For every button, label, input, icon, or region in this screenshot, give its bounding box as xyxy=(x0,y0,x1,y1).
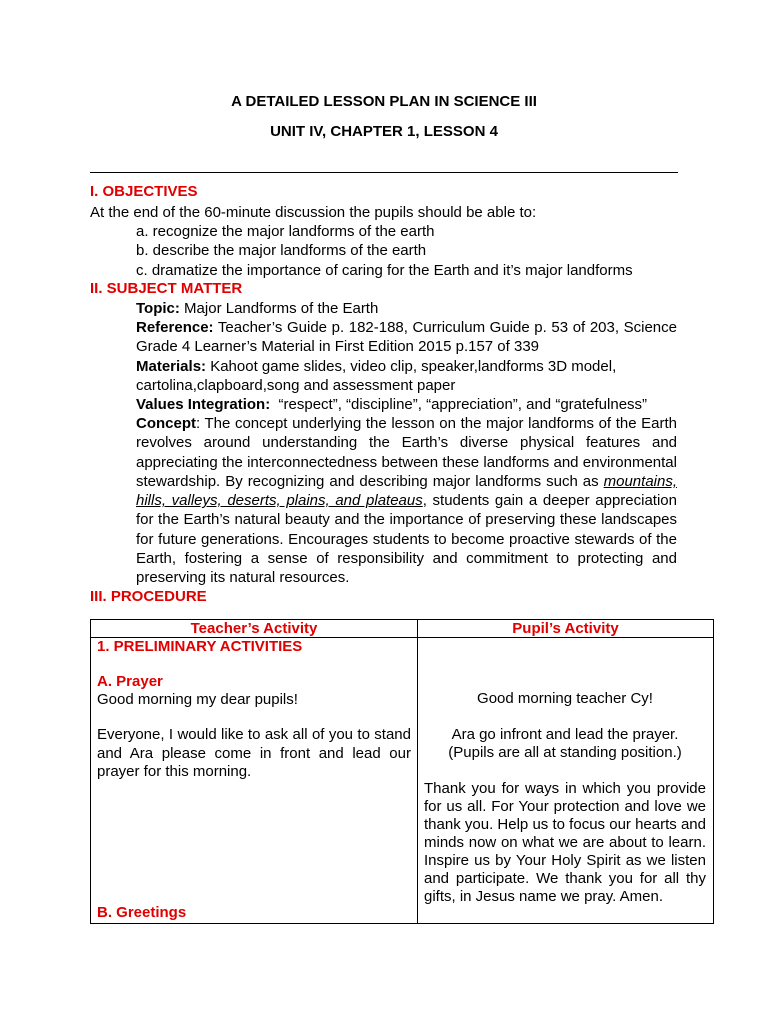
preliminary-activities-heading: 1. PRELIMINARY ACTIVITIES xyxy=(97,638,303,655)
pupil-greeting: Good morning teacher Cy! xyxy=(477,690,653,707)
objectives-heading: I. OBJECTIVES xyxy=(90,183,198,200)
greetings-heading: B. Greetings xyxy=(97,904,187,921)
header-divider xyxy=(90,172,678,173)
pupil-prayer-text: Thank you for ways in which you provide for us all. For Your protection and love we thank you. Help us to focus our hearts and minds now on what we are about to learn. Inspire us by Your Holy Spirit as we listen and participate. We thank you for all thy gifts, in Jesus name we pray. Amen. xyxy=(424,780,706,905)
reference-line xyxy=(136,318,677,357)
prayer-heading: A. Prayer xyxy=(97,673,163,690)
reference-value: Teacher’s Guide p. 182-188, Curriculum Guide p. 53 of 203, Science Grade 4 Learner’s Material in First Edition 2015 p.157 of 339 xyxy=(136,319,677,356)
teacher-activity-cell xyxy=(91,638,418,924)
materials-value: Kahoot game slides, video clip, speaker,landforms 3D model, cartolina,clapboard,song and assessment paper xyxy=(136,358,617,395)
subject-matter-heading: II. SUBJECT MATTER xyxy=(90,280,243,297)
pupil-lead-prayer: Ara go infront and lead the prayer. xyxy=(451,726,679,743)
concept-text-2: , students gain a deeper appreciation for the Earth’s natural beauty and the importance of preserving these landscapes for future generations. Encourages students to become proactive stewards of the Earth, fostering a sense of responsibility and commitment to protecting and preserving its natural resources. xyxy=(136,492,677,587)
materials-label: Materials: xyxy=(136,358,207,375)
document-subtitle: UNIT IV, CHAPTER 1, LESSON 4 xyxy=(270,123,498,140)
materials-line xyxy=(136,357,677,396)
concept-paragraph xyxy=(136,414,677,588)
objectives-intro: At the end of the 60-minute discussion the pupils should be able to: xyxy=(90,204,537,221)
teacher-prayer-request: Everyone, I would like to ask all of you to stand and Ara please come in front and lead our prayer for this morning. xyxy=(97,726,411,780)
values-label: Values Integration: xyxy=(136,396,271,413)
pupil-standing-note: (Pupils are all at standing position.) xyxy=(448,744,682,761)
topic-value: Major Landforms of the Earth xyxy=(179,300,379,317)
procedure-heading: III. PROCEDURE xyxy=(90,588,207,605)
objective-item: b. describe the major landforms of the earth xyxy=(136,242,427,259)
values-value: “respect”, “discipline”, “appreciation”, and “gratefulness” xyxy=(270,396,648,413)
topic-line xyxy=(136,299,378,318)
pupil-activity-cell xyxy=(418,638,714,924)
values-line xyxy=(136,395,647,414)
reference-label: Reference: xyxy=(136,319,214,336)
objective-item: a. recognize the major landforms of the earth xyxy=(136,223,435,240)
teacher-greeting: Good morning my dear pupils! xyxy=(97,691,298,708)
concept-landforms-list: mountains, hills, valleys, deserts, plains, and plateaus xyxy=(136,472,677,510)
document-title: A DETAILED LESSON PLAN IN SCIENCE III xyxy=(231,93,537,110)
concept-label: Concept xyxy=(136,415,196,432)
teacher-activity-header: Teacher’s Activity xyxy=(91,620,418,638)
concept-text-1: : The concept underlying the lesson on the major landforms of the Earth revolves around understanding the Earth’s diverse physical features and appreciating the interconnectedness between these landforms and environmental stewardship. By recognizing and describing major landforms such as xyxy=(136,415,677,490)
procedure-table xyxy=(90,619,714,924)
objective-item: c. dramatize the importance of caring for the Earth and it’s major landforms xyxy=(136,262,633,279)
topic-label: Topic: xyxy=(136,300,180,317)
pupil-activity-header: Pupil’s Activity xyxy=(418,620,714,638)
